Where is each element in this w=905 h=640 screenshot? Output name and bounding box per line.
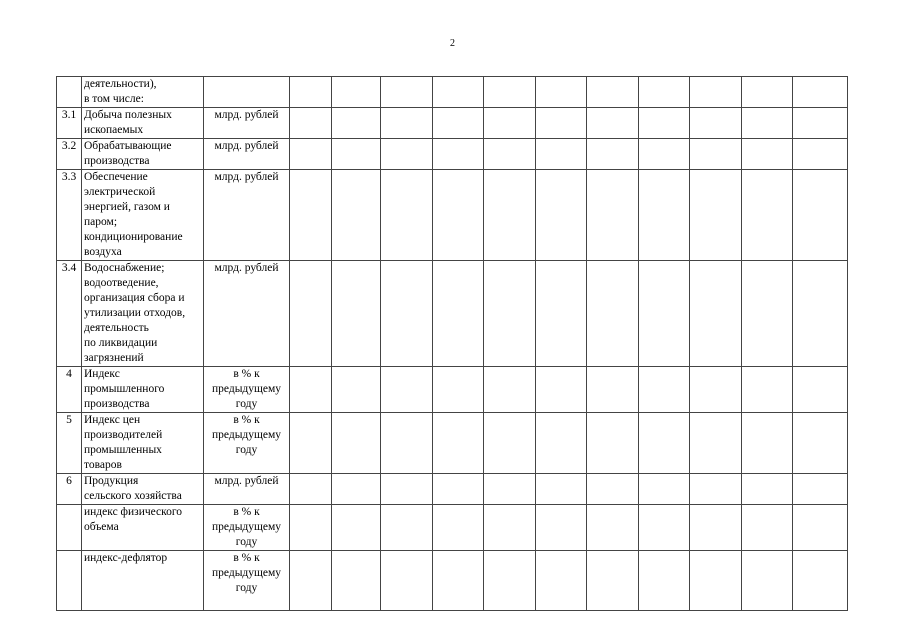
indicator-name: Водоснабжение; водоотведение, организация сбора и утилизации отходов, деятельность по ликвидации загрязнений	[82, 261, 204, 367]
value-cell	[381, 505, 433, 551]
value-cell	[587, 77, 639, 108]
value-cell	[639, 367, 690, 413]
value-cell	[639, 77, 690, 108]
value-cell	[742, 367, 793, 413]
value-cell	[742, 474, 793, 505]
value-cell	[536, 367, 587, 413]
value-cell	[484, 367, 536, 413]
value-cell	[290, 108, 332, 139]
value-cell	[332, 77, 381, 108]
value-cell	[381, 77, 433, 108]
value-cell	[484, 551, 536, 611]
value-cell	[690, 261, 742, 367]
indicator-name: деятельности), в том числе:	[82, 77, 204, 108]
table-row	[57, 551, 848, 611]
value-cell	[793, 261, 848, 367]
value-cell	[332, 261, 381, 367]
value-cell	[433, 413, 484, 474]
value-cell	[290, 139, 332, 170]
value-cell	[290, 170, 332, 261]
unit-of-measure: в % к предыдущему году	[204, 367, 290, 413]
value-cell	[536, 413, 587, 474]
value-cell	[484, 108, 536, 139]
table-row	[57, 108, 848, 139]
value-cell	[742, 170, 793, 261]
value-cell	[639, 261, 690, 367]
value-cell	[433, 108, 484, 139]
value-cell	[587, 413, 639, 474]
table-row	[57, 367, 848, 413]
value-cell	[433, 551, 484, 611]
value-cell	[332, 551, 381, 611]
value-cell	[381, 413, 433, 474]
value-cell	[793, 505, 848, 551]
unit-of-measure: в % к предыдущему году	[204, 413, 290, 474]
value-cell	[690, 77, 742, 108]
value-cell	[742, 505, 793, 551]
row-number: 5	[57, 413, 82, 474]
value-cell	[433, 474, 484, 505]
table-row	[57, 474, 848, 505]
value-cell	[639, 474, 690, 505]
value-cell	[742, 413, 793, 474]
value-cell	[332, 170, 381, 261]
row-number: 6	[57, 474, 82, 505]
row-number	[57, 505, 82, 551]
value-cell	[332, 505, 381, 551]
value-cell	[536, 474, 587, 505]
value-cell	[587, 367, 639, 413]
value-cell	[484, 474, 536, 505]
value-cell	[587, 170, 639, 261]
row-number: 3.2	[57, 139, 82, 170]
value-cell	[536, 551, 587, 611]
value-cell	[536, 77, 587, 108]
row-number: 3.4	[57, 261, 82, 367]
value-cell	[793, 551, 848, 611]
value-cell	[290, 261, 332, 367]
value-cell	[433, 139, 484, 170]
value-cell	[639, 170, 690, 261]
value-cell	[690, 505, 742, 551]
value-cell	[332, 139, 381, 170]
value-cell	[793, 170, 848, 261]
value-cell	[587, 261, 639, 367]
value-cell	[690, 170, 742, 261]
unit-of-measure: млрд. рублей	[204, 108, 290, 139]
value-cell	[536, 261, 587, 367]
row-number: 4	[57, 367, 82, 413]
value-cell	[381, 139, 433, 170]
table-row	[57, 170, 848, 261]
value-cell	[742, 77, 793, 108]
value-cell	[793, 108, 848, 139]
unit-of-measure: млрд. рублей	[204, 474, 290, 505]
row-number: 3.1	[57, 108, 82, 139]
value-cell	[381, 261, 433, 367]
value-cell	[381, 551, 433, 611]
value-cell	[690, 139, 742, 170]
value-cell	[484, 261, 536, 367]
value-cell	[587, 474, 639, 505]
value-cell	[433, 261, 484, 367]
value-cell	[793, 77, 848, 108]
value-cell	[587, 551, 639, 611]
unit-of-measure: млрд. рублей	[204, 139, 290, 170]
row-number: 3.3	[57, 170, 82, 261]
value-cell	[381, 474, 433, 505]
value-cell	[793, 367, 848, 413]
value-cell	[639, 551, 690, 611]
indicator-name: Индекс цен производителей промышленных товаров	[82, 413, 204, 474]
value-cell	[381, 170, 433, 261]
page-number: 2	[450, 38, 455, 49]
value-cell	[433, 77, 484, 108]
value-cell	[690, 551, 742, 611]
value-cell	[290, 367, 332, 413]
table-row	[57, 139, 848, 170]
value-cell	[587, 505, 639, 551]
value-cell	[639, 413, 690, 474]
value-cell	[639, 139, 690, 170]
indicator-name: Добыча полезных ископаемых	[82, 108, 204, 139]
value-cell	[639, 505, 690, 551]
value-cell	[433, 367, 484, 413]
value-cell	[433, 505, 484, 551]
value-cell	[690, 474, 742, 505]
value-cell	[690, 413, 742, 474]
value-cell	[690, 367, 742, 413]
value-cell	[332, 108, 381, 139]
value-cell	[290, 413, 332, 474]
indicator-name: Индекс промышленного производства	[82, 367, 204, 413]
value-cell	[536, 170, 587, 261]
indicator-name: Обеспечение электрической энергией, газом и паром; кондиционирование воздуха	[82, 170, 204, 261]
value-cell	[742, 108, 793, 139]
indicator-name: индекс-дефлятор	[82, 551, 204, 611]
value-cell	[433, 170, 484, 261]
value-cell	[690, 108, 742, 139]
table-row	[57, 505, 848, 551]
value-cell	[536, 139, 587, 170]
value-cell	[587, 108, 639, 139]
unit-of-measure: млрд. рублей	[204, 170, 290, 261]
table-row	[57, 77, 848, 108]
indicator-name: Обрабатывающие производства	[82, 139, 204, 170]
value-cell	[484, 505, 536, 551]
value-cell	[290, 505, 332, 551]
value-cell	[484, 139, 536, 170]
indicator-name: Продукция сельского хозяйства	[82, 474, 204, 505]
value-cell	[484, 413, 536, 474]
value-cell	[290, 77, 332, 108]
value-cell	[587, 139, 639, 170]
indicator-name: индекс физического объема	[82, 505, 204, 551]
unit-of-measure: в % к предыдущему году	[204, 551, 290, 611]
unit-of-measure	[204, 77, 290, 108]
value-cell	[742, 261, 793, 367]
value-cell	[793, 474, 848, 505]
row-number	[57, 77, 82, 108]
unit-of-measure: млрд. рублей	[204, 261, 290, 367]
value-cell	[536, 505, 587, 551]
value-cell	[639, 108, 690, 139]
table-row	[57, 413, 848, 474]
value-cell	[793, 139, 848, 170]
value-cell	[536, 108, 587, 139]
value-cell	[381, 108, 433, 139]
value-cell	[484, 77, 536, 108]
value-cell	[742, 551, 793, 611]
value-cell	[484, 170, 536, 261]
row-number	[57, 551, 82, 611]
value-cell	[742, 139, 793, 170]
value-cell	[290, 474, 332, 505]
value-cell	[332, 367, 381, 413]
value-cell	[332, 474, 381, 505]
value-cell	[332, 413, 381, 474]
value-cell	[381, 367, 433, 413]
unit-of-measure: в % к предыдущему году	[204, 505, 290, 551]
value-cell	[290, 551, 332, 611]
value-cell	[793, 413, 848, 474]
indicators-table	[56, 76, 848, 611]
table-row	[57, 261, 848, 367]
